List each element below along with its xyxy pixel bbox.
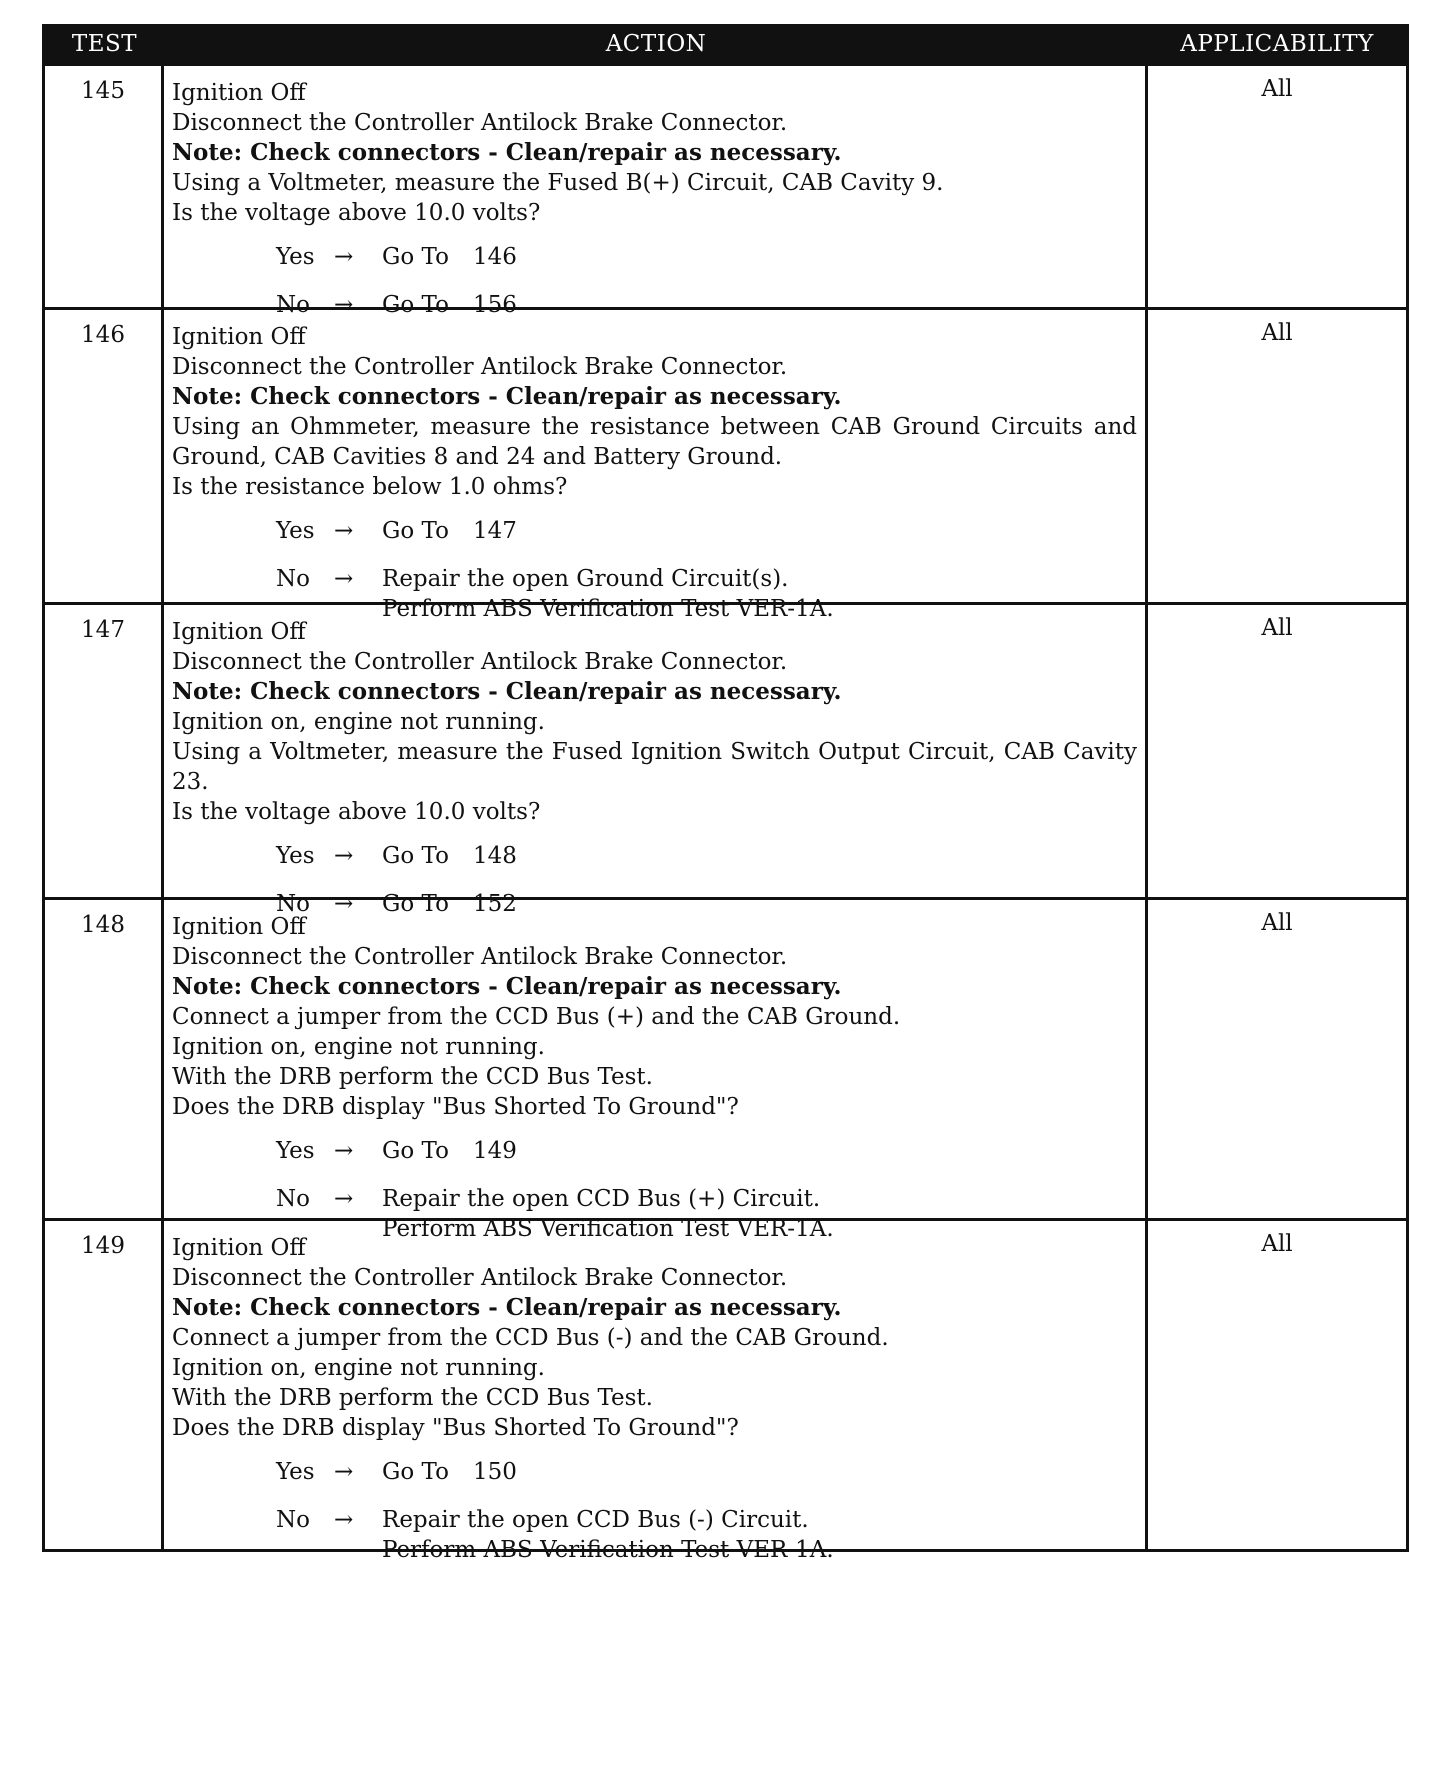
action-line: Connect a jumper from the CCD Bus (+) and the CAB Ground. bbox=[172, 1004, 901, 1030]
yes-branch bbox=[276, 841, 1137, 871]
repair-text: Repair the open CCD Bus (-) Circuit. bbox=[382, 1507, 809, 1533]
question-line: Is the resistance below 1.0 ohms? bbox=[172, 474, 568, 500]
no-result bbox=[382, 1505, 834, 1565]
question-line: Is the voltage above 10.0 volts? bbox=[172, 799, 541, 825]
action-line: Ignition Off bbox=[172, 619, 306, 645]
goto-target: 146 bbox=[472, 244, 517, 270]
test-number: 148 bbox=[45, 900, 164, 1218]
action-line: Disconnect the Controller Antilock Brake Connector. bbox=[172, 110, 788, 136]
arrow-icon: → bbox=[334, 1507, 354, 1533]
note-line: Note: Check connectors - Clean/repair as necessary. bbox=[172, 1294, 842, 1321]
no-label: No bbox=[276, 1186, 310, 1212]
applicability: All bbox=[1261, 76, 1293, 102]
table-row bbox=[45, 897, 1406, 1242]
goto-target: 150 bbox=[472, 1459, 517, 1485]
action-line: Ignition on, engine not running. bbox=[172, 709, 545, 735]
arrow-icon: → bbox=[334, 1459, 354, 1485]
branches bbox=[172, 1457, 1137, 1565]
action-line: Ignition on, engine not running. bbox=[172, 1355, 545, 1381]
header-test: TEST bbox=[71, 30, 138, 57]
test-number: 145 bbox=[45, 66, 164, 307]
action-line: With the DRB perform the CCD Bus Test. bbox=[172, 1064, 653, 1090]
repair-text: Repair the open CCD Bus (+) Circuit. bbox=[382, 1186, 821, 1212]
action-line: Disconnect the Controller Antilock Brake Connector. bbox=[172, 944, 788, 970]
goto-label: Go To bbox=[382, 292, 449, 318]
goto-target: 148 bbox=[472, 843, 517, 869]
goto-label: Go To bbox=[382, 843, 449, 869]
no-label: No bbox=[276, 1507, 310, 1533]
goto-label: Go To bbox=[382, 891, 449, 917]
action-line: Disconnect the Controller Antilock Brake Connector. bbox=[172, 649, 788, 675]
diagnostic-table bbox=[42, 24, 1409, 1563]
header-action: ACTION bbox=[605, 30, 707, 57]
action-cell bbox=[164, 1221, 1148, 1563]
no-label: No bbox=[276, 292, 310, 318]
note-line: Note: Check connectors - Clean/repair as necessary. bbox=[172, 139, 842, 166]
action-line: With the DRB perform the CCD Bus Test. bbox=[172, 1385, 653, 1411]
arrow-icon: → bbox=[334, 843, 354, 869]
yes-branch bbox=[276, 516, 1137, 546]
action-line: Ignition Off bbox=[172, 80, 306, 106]
no-branch bbox=[276, 1505, 1137, 1565]
goto-target: 147 bbox=[472, 518, 517, 544]
yes-label: Yes bbox=[276, 1459, 315, 1485]
question-line: Does the DRB display "Bus Shorted To Ground"? bbox=[172, 1415, 739, 1441]
applicability: All bbox=[1261, 615, 1293, 641]
repair-text: Repair the open Ground Circuit(s). bbox=[382, 566, 789, 592]
header-applicability: APPLICABILITY bbox=[1180, 30, 1374, 57]
action-line: Disconnect the Controller Antilock Brake Connector. bbox=[172, 354, 788, 380]
action-cell bbox=[164, 605, 1148, 917]
goto-label: Go To bbox=[382, 1459, 449, 1485]
arrow-icon: → bbox=[334, 891, 354, 917]
arrow-icon: → bbox=[334, 244, 354, 270]
action-cell bbox=[164, 900, 1148, 1242]
action-line: Ignition Off bbox=[172, 1235, 306, 1261]
action-cell bbox=[164, 66, 1148, 318]
verification-text: Perform ABS Verification Test VER-1A. bbox=[382, 1216, 834, 1242]
applicability: All bbox=[1261, 910, 1293, 936]
action-line: Ignition Off bbox=[172, 914, 306, 940]
goto-label: Go To bbox=[382, 244, 449, 270]
yes-label: Yes bbox=[276, 843, 315, 869]
question-line: Is the voltage above 10.0 volts? bbox=[172, 200, 541, 226]
verification-text: Perform ABS Verification Test VER-1A. bbox=[382, 1537, 834, 1563]
arrow-icon: → bbox=[334, 292, 354, 318]
table-row bbox=[45, 307, 1406, 622]
yes-branch bbox=[276, 242, 1137, 272]
note-line: Note: Check connectors - Clean/repair as necessary. bbox=[172, 383, 842, 410]
action-line: Using an Ohmmeter, measure the resistance between CAB Ground Circuits and Ground, CAB Cavities 8 and 24 and Battery Ground. bbox=[172, 414, 1137, 470]
yes-branch bbox=[276, 1136, 1137, 1166]
action-line: Disconnect the Controller Antilock Brake Connector. bbox=[172, 1265, 788, 1291]
yes-label: Yes bbox=[276, 1138, 315, 1164]
note-line: Note: Check connectors - Clean/repair as necessary. bbox=[172, 678, 842, 705]
verification-text: Perform ABS Verification Test VER-1A. bbox=[382, 596, 834, 622]
no-label: No bbox=[276, 891, 310, 917]
action-line: Connect a jumper from the CCD Bus (-) and the CAB Ground. bbox=[172, 1325, 889, 1351]
goto-target: 156 bbox=[472, 292, 517, 318]
action-line: Ignition on, engine not running. bbox=[172, 1034, 545, 1060]
no-label: No bbox=[276, 566, 310, 592]
table-header bbox=[45, 24, 1406, 63]
note-line: Note: Check connectors - Clean/repair as necessary. bbox=[172, 973, 842, 1000]
action-cell bbox=[164, 310, 1148, 622]
applicability: All bbox=[1261, 320, 1293, 346]
goto-target: 149 bbox=[472, 1138, 517, 1164]
test-number: 147 bbox=[45, 605, 164, 897]
table-row bbox=[45, 602, 1406, 917]
arrow-icon: → bbox=[334, 518, 354, 544]
test-number: 146 bbox=[45, 310, 164, 602]
arrow-icon: → bbox=[334, 1186, 354, 1212]
action-line: Ignition Off bbox=[172, 324, 306, 350]
arrow-icon: → bbox=[334, 566, 354, 592]
goto-label: Go To bbox=[382, 1138, 449, 1164]
table-row bbox=[45, 63, 1406, 318]
arrow-icon: → bbox=[334, 1138, 354, 1164]
table-row bbox=[45, 1218, 1406, 1563]
yes-branch bbox=[276, 1457, 1137, 1487]
yes-label: Yes bbox=[276, 244, 315, 270]
branches bbox=[172, 242, 1137, 320]
applicability: All bbox=[1261, 1231, 1293, 1257]
yes-label: Yes bbox=[276, 518, 315, 544]
question-line: Does the DRB display "Bus Shorted To Ground"? bbox=[172, 1094, 739, 1120]
goto-label: Go To bbox=[382, 518, 449, 544]
action-line: Using a Voltmeter, measure the Fused Ignition Switch Output Circuit, CAB Cavity 23. bbox=[172, 739, 1137, 795]
goto-target: 152 bbox=[472, 891, 517, 917]
test-number: 149 bbox=[45, 1221, 164, 1549]
action-line: Using a Voltmeter, measure the Fused B(+) Circuit, CAB Cavity 9. bbox=[172, 170, 944, 196]
